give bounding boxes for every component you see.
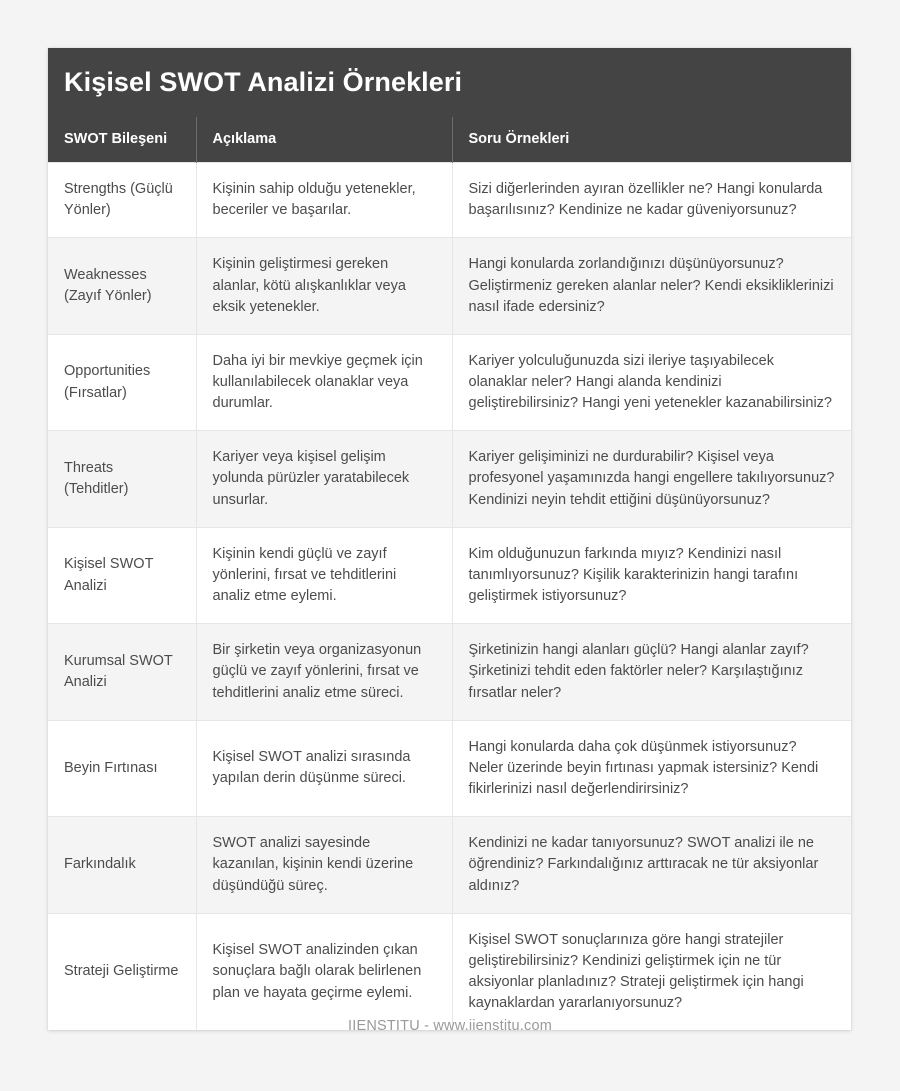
cell-questions: Kişisel SWOT sonuçlarınıza göre hangi stratejiler geliştirebilirsiniz? Kendinizi geliştirmek için ne tür aksiyonlar planladınız? Strateji geliştirmek için hangi kaynaklardan yararlanıyorsunuz? xyxy=(452,913,851,1030)
page-title: Kişisel SWOT Analizi Örnekleri xyxy=(48,48,851,117)
swot-table xyxy=(48,117,851,1031)
cell-description: Kariyer veya kişisel gelişim yolunda pürüzler yaratabilecek unsurlar. xyxy=(196,431,452,527)
column-header-description: Açıklama xyxy=(196,117,452,163)
table-row xyxy=(48,431,851,527)
cell-description: SWOT analizi sayesinde kazanılan, kişinin kendi üzerine düşündüğü süreç. xyxy=(196,817,452,913)
cell-component: Strateji Geliştirme xyxy=(48,913,196,1030)
table-row xyxy=(48,913,851,1030)
cell-questions: Kariyer yolculuğunuzda sizi ileriye taşıyabilecek olanaklar neler? Hangi alanda kendinizi geliştirebilirsiniz? Hangi yeni yetenekler kazanabilirsiniz? xyxy=(452,334,851,430)
cell-component: Beyin Fırtınası xyxy=(48,720,196,816)
cell-description: Kişinin kendi güçlü ve zayıf yönlerini, fırsat ve tehditlerini analiz etme eylemi. xyxy=(196,527,452,623)
swot-card xyxy=(48,48,851,1030)
cell-questions: Kendinizi ne kadar tanıyorsunuz? SWOT analizi ile ne öğrendiniz? Farkındalığınız arttıracak ne tür aksiyonlar aldınız? xyxy=(452,817,851,913)
cell-component: Kişisel SWOT Analizi xyxy=(48,527,196,623)
cell-questions: Kariyer gelişiminizi ne durdurabilir? Kişisel veya profesyonel yaşamınızda hangi engellere takılıyorsunuz? Kendinizi neyin tehdit ettiğini düşünüyorsunuz? xyxy=(452,431,851,527)
table-header xyxy=(48,117,851,163)
cell-component: Farkındalık xyxy=(48,817,196,913)
column-header-questions: Soru Örnekleri xyxy=(452,117,851,163)
table-header-row xyxy=(48,117,851,163)
cell-description: Daha iyi bir mevkiye geçmek için kullanılabilecek olanaklar veya durumlar. xyxy=(196,334,452,430)
cell-component: Weaknesses (Zayıf Yönler) xyxy=(48,238,196,334)
table-body xyxy=(48,163,851,1031)
cell-component: Threats (Tehditler) xyxy=(48,431,196,527)
table-row xyxy=(48,334,851,430)
column-header-component: SWOT Bileşeni xyxy=(48,117,196,163)
cell-description: Kişinin sahip olduğu yetenekler, beceriler ve başarılar. xyxy=(196,163,452,238)
cell-questions: Hangi konularda daha çok düşünmek istiyorsunuz? Neler üzerinde beyin fırtınası yapmak istersiniz? Kendi fikirlerinizi nasıl değerlendirirsiniz? xyxy=(452,720,851,816)
table-row xyxy=(48,817,851,913)
table-row xyxy=(48,720,851,816)
cell-questions: Şirketinizin hangi alanları güçlü? Hangi alanlar zayıf? Şirketinizi tehdit eden faktörler neler? Karşılaştığınız fırsatlar neler? xyxy=(452,624,851,720)
cell-description: Bir şirketin veya organizasyonun güçlü ve zayıf yönlerini, fırsat ve tehditlerini analiz etme süreci. xyxy=(196,624,452,720)
table-row xyxy=(48,624,851,720)
cell-description: Kişisel SWOT analizinden çıkan sonuçlara bağlı olarak belirlenen plan ve hayata geçirme eylemi. xyxy=(196,913,452,1030)
cell-description: Kişisel SWOT analizi sırasında yapılan derin düşünme süreci. xyxy=(196,720,452,816)
table-row xyxy=(48,527,851,623)
table-row xyxy=(48,163,851,238)
footer-attribution: IIENSTITU - www.iienstitu.com xyxy=(348,1018,552,1034)
table-row xyxy=(48,238,851,334)
cell-component: Opportunities (Fırsatlar) xyxy=(48,334,196,430)
cell-component: Kurumsal SWOT Analizi xyxy=(48,624,196,720)
cell-questions: Sizi diğerlerinden ayıran özellikler ne? Hangi konularda başarılısınız? Kendinize ne kadar güveniyorsunuz? xyxy=(452,163,851,238)
cell-questions: Hangi konularda zorlandığınızı düşünüyorsunuz? Geliştirmeniz gereken alanlar neler? Kendi eksikliklerinizi nasıl ifade edersiniz? xyxy=(452,238,851,334)
cell-component: Strengths (Güçlü Yönler) xyxy=(48,163,196,238)
cell-description: Kişinin geliştirmesi gereken alanlar, kötü alışkanlıklar veya eksik yetenekler. xyxy=(196,238,452,334)
cell-questions: Kim olduğunuzun farkında mıyız? Kendinizi nasıl tanımlıyorsunuz? Kişilik karakterinizin hangi tarafını geliştirmek istiyorsunuz? xyxy=(452,527,851,623)
